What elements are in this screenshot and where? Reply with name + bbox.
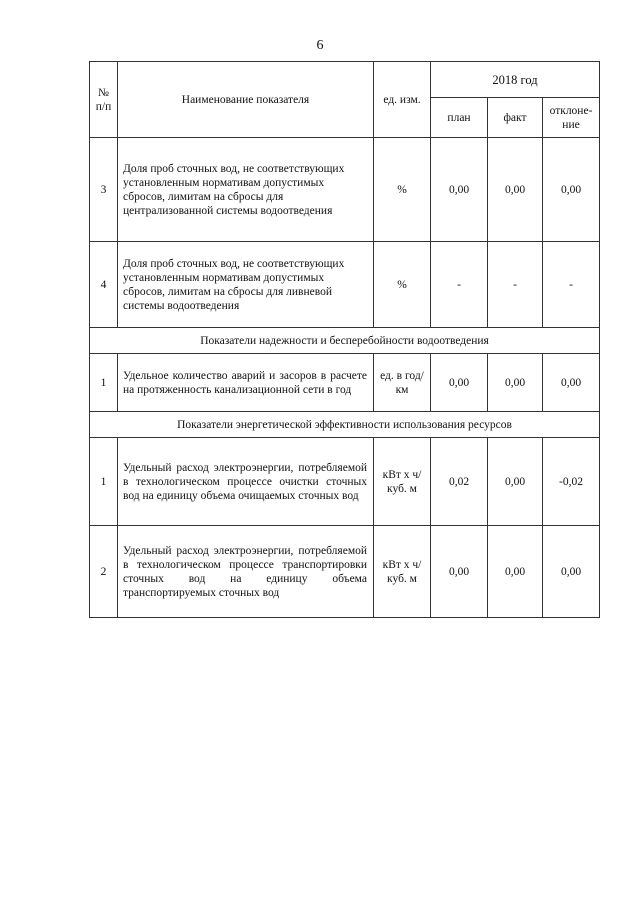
row-num: 3 xyxy=(90,138,118,242)
header-name: Наименование показателя xyxy=(118,62,374,138)
row-deviation: 0,00 xyxy=(543,354,600,412)
row-name: Удельный расход электроэнергии, потребляемой в технологическом процессе транспортировки сточных вод на единицу объема транспортируемых сточных вод xyxy=(118,526,374,618)
section-row xyxy=(90,412,600,438)
row-unit: ед. в год/км xyxy=(374,354,431,412)
row-deviation: 0,00 xyxy=(543,526,600,618)
row-fact: - xyxy=(488,242,543,328)
row-plan: 0,02 xyxy=(431,438,488,526)
header-year: 2018 год xyxy=(431,62,600,98)
row-deviation: - xyxy=(543,242,600,328)
table-row xyxy=(90,138,600,242)
page-number: 6 xyxy=(316,38,324,53)
header-deviation: отклоне- ние xyxy=(543,98,600,138)
header-unit: ед. изм. xyxy=(374,62,431,138)
row-num: 1 xyxy=(90,354,118,412)
row-plan: 0,00 xyxy=(431,526,488,618)
header-plan: план xyxy=(431,98,488,138)
row-num: 2 xyxy=(90,526,118,618)
row-name: Удельное количество аварий и засоров в расчете на протяженность канализационной сети в год xyxy=(118,354,374,412)
row-fact: 0,00 xyxy=(488,354,543,412)
table-row xyxy=(90,354,600,412)
row-unit: кВт х ч/куб. м xyxy=(374,526,431,618)
row-num: 4 xyxy=(90,242,118,328)
row-unit: % xyxy=(374,242,431,328)
row-fact: 0,00 xyxy=(488,438,543,526)
row-name: Удельный расход электроэнергии, потребляемой в технологическом процессе очистки сточных вод на единицу объема очищаемых сточных вод xyxy=(118,438,374,526)
table-row xyxy=(90,242,600,328)
row-name: Доля проб сточных вод, не соответствующих установленным нормативам допустимых сбросов, лимитам на сбросы для ливневой системы водоотведения xyxy=(118,242,374,328)
table-row xyxy=(90,526,600,618)
row-num: 1 xyxy=(90,438,118,526)
row-deviation: -0,02 xyxy=(543,438,600,526)
table-row xyxy=(90,438,600,526)
row-unit: кВт х ч/куб. м xyxy=(374,438,431,526)
header-num: № п/п xyxy=(90,62,118,138)
header-row-1 xyxy=(90,62,600,98)
row-name: Доля проб сточных вод, не соответствующих установленным нормативам допустимых сбросов, лимитам на сбросы для централизованной системы водоотведения xyxy=(118,138,374,242)
section-energy-title: Показатели энергетической эффективности использования ресурсов xyxy=(90,412,600,438)
header-fact: факт xyxy=(488,98,543,138)
row-unit: % xyxy=(374,138,431,242)
row-plan: - xyxy=(431,242,488,328)
section-reliability-title: Показатели надежности и бесперебойности водоотведения xyxy=(90,328,600,354)
row-deviation: 0,00 xyxy=(543,138,600,242)
row-plan: 0,00 xyxy=(431,354,488,412)
section-row xyxy=(90,328,600,354)
indicators-table xyxy=(89,61,600,618)
row-fact: 0,00 xyxy=(488,138,543,242)
row-fact: 0,00 xyxy=(488,526,543,618)
row-plan: 0,00 xyxy=(431,138,488,242)
